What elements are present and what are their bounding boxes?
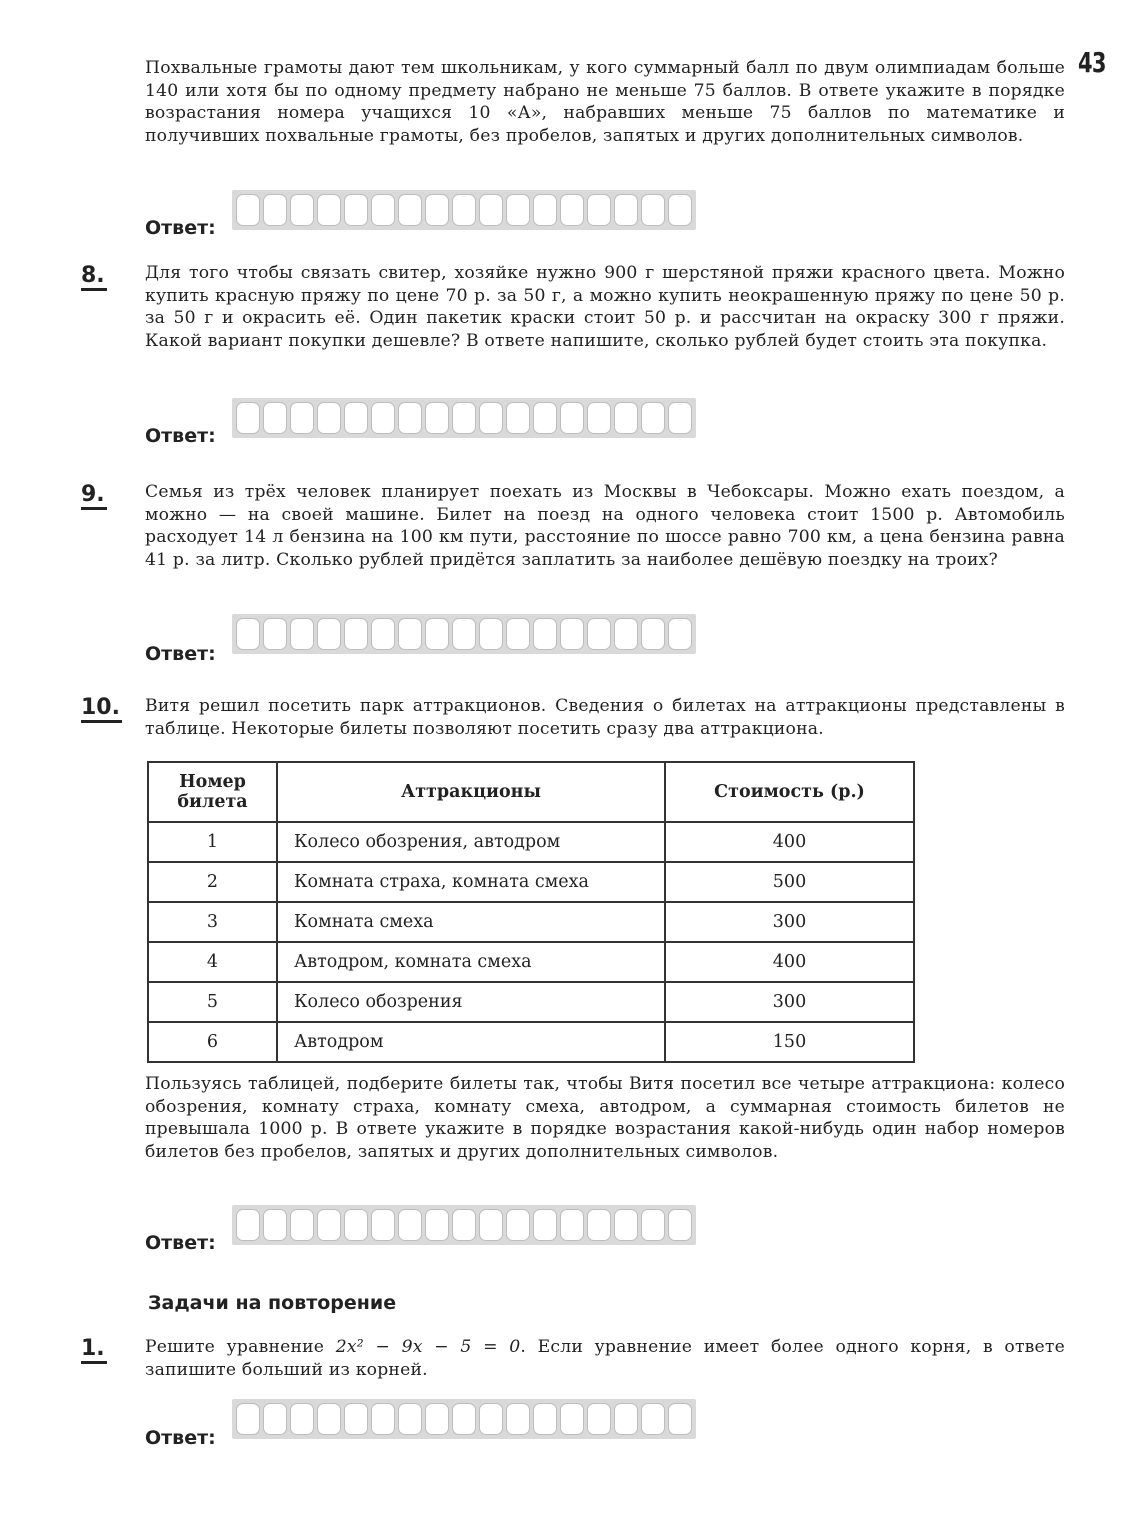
answer-cell[interactable] <box>479 402 503 434</box>
answer-cell[interactable] <box>452 194 476 226</box>
answer-cell[interactable] <box>479 618 503 650</box>
answer-cell[interactable] <box>479 1403 503 1435</box>
answer-cell[interactable] <box>587 1403 611 1435</box>
table-header-row <box>148 762 914 822</box>
answer-cell[interactable] <box>263 618 287 650</box>
answer-cell[interactable] <box>236 618 260 650</box>
answer-cell[interactable] <box>290 194 314 226</box>
answer-label: Ответ: <box>145 1232 216 1254</box>
ticket-number: 2 <box>148 862 277 902</box>
answer-cell[interactable] <box>398 1209 422 1241</box>
answer-label: Ответ: <box>145 1427 216 1449</box>
answer-cell[interactable] <box>533 402 557 434</box>
answer-cell[interactable] <box>398 194 422 226</box>
header-cost: Стоимость (р.) <box>665 762 914 822</box>
answer-field[interactable] <box>232 398 696 438</box>
answer-label: Ответ: <box>145 217 216 239</box>
ticket-number: 6 <box>148 1022 277 1062</box>
answer-cell[interactable] <box>425 618 449 650</box>
ticket-cost: 150 <box>665 1022 914 1062</box>
tickets-table <box>147 761 915 1063</box>
answer-cell[interactable] <box>668 1403 692 1435</box>
answer-cell[interactable] <box>236 402 260 434</box>
answer-cell[interactable] <box>344 402 368 434</box>
table-row <box>148 982 914 1022</box>
task-number: 8. <box>81 264 107 291</box>
answer-cell[interactable] <box>641 402 665 434</box>
answer-cell[interactable] <box>533 618 557 650</box>
header-attractions: Аттракционы <box>277 762 665 822</box>
answer-cell[interactable] <box>290 1403 314 1435</box>
task-text: Семья из трёх человек планирует поехать из Москвы в Чебоксары. Можно ехать поездом, а можно — на своей машине. Билет на поезд на одного человека стоит 1500 р. Автомобиль расходует 14 л бензина на 100 км пути, расстояние по шоссе равно 700 км, а цена бензина равна 41 р. за литр. Сколько рублей придётся заплатить за наиболее дешёвую поездку на троих? <box>145 482 1065 570</box>
table-row <box>148 1022 914 1062</box>
section-title: Задачи на повторение <box>148 1292 397 1314</box>
ticket-number: 4 <box>148 942 277 982</box>
answer-cell[interactable] <box>290 618 314 650</box>
task-text: Витя решил посетить парк аттракционов. Сведения о билетах на аттракционы представлены в таблице. Некоторые билеты позволяют посетить сразу два аттракциона. <box>145 696 1065 739</box>
answer-cell[interactable] <box>587 618 611 650</box>
equation: 2x² − 9x − 5 = 0 <box>335 1337 521 1357</box>
table-row <box>148 902 914 942</box>
task-number: 9. <box>81 483 107 510</box>
answer-cell[interactable] <box>614 618 638 650</box>
answer-cell[interactable] <box>344 194 368 226</box>
answer-cell[interactable] <box>371 1209 395 1241</box>
answer-label: Ответ: <box>145 425 216 447</box>
answer-cell[interactable] <box>641 1209 665 1241</box>
answer-field[interactable] <box>232 190 696 230</box>
answer-cell[interactable] <box>398 402 422 434</box>
ticket-attractions: Автодром, комната смеха <box>277 942 665 982</box>
answer-cell[interactable] <box>641 618 665 650</box>
ticket-attractions: Колесо обозрения, автодром <box>277 822 665 862</box>
answer-cell[interactable] <box>506 1209 530 1241</box>
answer-cell[interactable] <box>587 402 611 434</box>
answer-cell[interactable] <box>263 1209 287 1241</box>
answer-cell[interactable] <box>317 194 341 226</box>
answer-cell[interactable] <box>236 1209 260 1241</box>
answer-cell[interactable] <box>506 402 530 434</box>
answer-cell[interactable] <box>668 1209 692 1241</box>
page-number: 43 <box>1078 46 1106 79</box>
answer-cell[interactable] <box>533 194 557 226</box>
ticket-attractions: Комната смеха <box>277 902 665 942</box>
answer-cell[interactable] <box>587 194 611 226</box>
answer-cell[interactable] <box>668 194 692 226</box>
answer-label: Ответ: <box>145 643 216 665</box>
answer-cell[interactable] <box>317 618 341 650</box>
answer-cell[interactable] <box>614 1403 638 1435</box>
answer-field[interactable] <box>232 614 696 654</box>
answer-cell[interactable] <box>506 1403 530 1435</box>
answer-cell[interactable] <box>506 618 530 650</box>
answer-cell[interactable] <box>371 618 395 650</box>
ticket-attractions: Колесо обозрения <box>277 982 665 1022</box>
answer-cell[interactable] <box>263 1403 287 1435</box>
review-task-text <box>145 1336 1065 1381</box>
answer-cell[interactable] <box>452 1403 476 1435</box>
answer-cell[interactable] <box>371 402 395 434</box>
ticket-number: 5 <box>148 982 277 1022</box>
answer-cell[interactable] <box>668 402 692 434</box>
answer-cell[interactable] <box>425 1403 449 1435</box>
answer-cell[interactable] <box>371 194 395 226</box>
answer-cell[interactable] <box>479 1209 503 1241</box>
answer-cell[interactable] <box>479 194 503 226</box>
table-row <box>148 822 914 862</box>
ticket-attractions: Автодром <box>277 1022 665 1062</box>
ticket-cost: 300 <box>665 902 914 942</box>
answer-cell[interactable] <box>290 1209 314 1241</box>
ticket-attractions: Комната страха, комната смеха <box>277 862 665 902</box>
answer-cell[interactable] <box>560 402 584 434</box>
answer-cell[interactable] <box>452 402 476 434</box>
answer-cell[interactable] <box>668 618 692 650</box>
task-number: 10. <box>81 696 122 723</box>
ticket-cost: 400 <box>665 822 914 862</box>
answer-cell[interactable] <box>614 1209 638 1241</box>
answer-cell[interactable] <box>290 402 314 434</box>
answer-cell[interactable] <box>344 618 368 650</box>
answer-cell[interactable] <box>641 1403 665 1435</box>
answer-cell[interactable] <box>317 1403 341 1435</box>
answer-cell[interactable] <box>344 1403 368 1435</box>
answer-cell[interactable] <box>425 1209 449 1241</box>
header-ticket-number: Номер билета <box>148 762 277 822</box>
ticket-cost: 300 <box>665 982 914 1022</box>
answer-cell[interactable] <box>317 402 341 434</box>
answer-cell[interactable] <box>560 194 584 226</box>
ticket-cost: 500 <box>665 862 914 902</box>
ticket-number: 3 <box>148 902 277 942</box>
answer-cell[interactable] <box>317 1209 341 1241</box>
answer-cell[interactable] <box>506 194 530 226</box>
answer-cell[interactable] <box>371 1403 395 1435</box>
intro-paragraph: Похвальные грамоты дают тем школьникам, у кого суммарный балл по двум олимпиадам больше 140 или хотя бы по одному предмету набрано не меньше 75 баллов. В ответе укажите в порядке возрастания номера учащихся 10 «А», набравших меньше 75 баллов по математике и получивших похвальные грамоты, без пробелов, запятых и других дополнительных символов. <box>145 58 1065 146</box>
answer-cell[interactable] <box>452 618 476 650</box>
answer-cell[interactable] <box>533 1209 557 1241</box>
task-number: 1. <box>81 1337 107 1364</box>
table-row <box>148 942 914 982</box>
answer-cell[interactable] <box>560 618 584 650</box>
answer-cell[interactable] <box>398 1403 422 1435</box>
answer-cell[interactable] <box>398 618 422 650</box>
answer-cell[interactable] <box>614 402 638 434</box>
answer-field[interactable] <box>232 1399 696 1439</box>
review-task-text-before: Решите уравнение <box>145 1337 336 1357</box>
answer-cell[interactable] <box>263 402 287 434</box>
answer-cell[interactable] <box>452 1209 476 1241</box>
ticket-cost: 400 <box>665 942 914 982</box>
answer-cell[interactable] <box>560 1209 584 1241</box>
ticket-number: 1 <box>148 822 277 862</box>
answer-field[interactable] <box>232 1205 696 1245</box>
answer-cell[interactable] <box>425 194 449 226</box>
answer-cell[interactable] <box>236 1403 260 1435</box>
review-task-text-after: . Если уравнение имеет более одного корня, в ответе запишите больший из корней. <box>145 1337 1065 1380</box>
answer-cell[interactable] <box>263 194 287 226</box>
task-text-after-table: Пользуясь таблицей, подберите билеты так, чтобы Витя посетил все четыре аттракциона: колесо обозрения, комнату страха, комнату смеха, автодром, а суммарная стоимость билетов не превышала 1000 р. В ответе укажите в порядке возрастания какой-нибудь один набор номеров билетов без пробелов, запятых и других дополнительных символов. <box>145 1074 1065 1162</box>
answer-cell[interactable] <box>587 1209 611 1241</box>
table-row <box>148 862 914 902</box>
answer-cell[interactable] <box>236 194 260 226</box>
answer-cell[interactable] <box>533 1403 557 1435</box>
answer-cell[interactable] <box>560 1403 584 1435</box>
answer-cell[interactable] <box>614 194 638 226</box>
answer-cell[interactable] <box>344 1209 368 1241</box>
task-text: Для того чтобы связать свитер, хозяйке нужно 900 г шерстяной пряжи красного цвета. Можно купить красную пряжу по цене 70 р. за 50 г, а можно купить неокрашенную пряжу по цене 50 р. за 50 г и окрасить её. Один пакетик краски стоит 50 р. и рассчитан на окраску 300 г пряжи. Какой вариант покупки дешевле? В ответе напишите, сколько рублей будет стоить эта покупка. <box>145 263 1065 351</box>
answer-cell[interactable] <box>425 402 449 434</box>
answer-cell[interactable] <box>641 194 665 226</box>
